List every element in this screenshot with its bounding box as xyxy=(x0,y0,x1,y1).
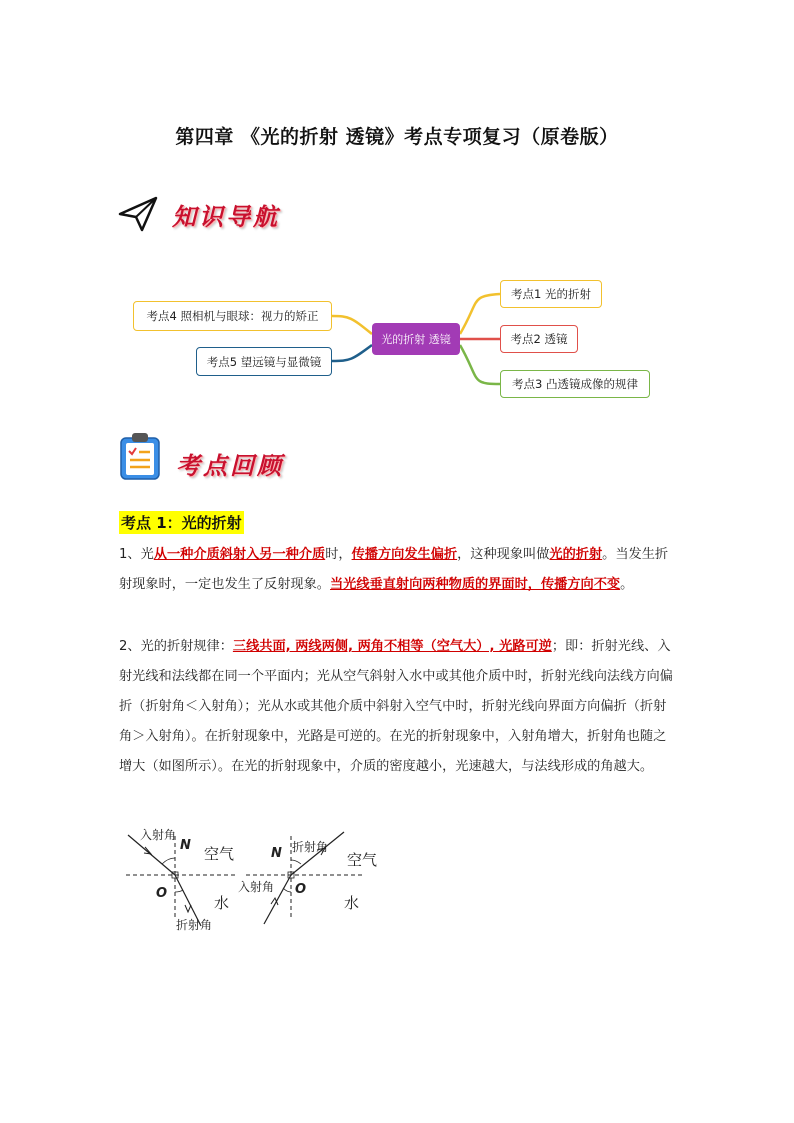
connector-5 xyxy=(332,345,372,361)
connector-4 xyxy=(332,316,372,334)
paragraph-1 xyxy=(119,540,679,600)
section-heading-review: 考点回顾 xyxy=(176,451,284,480)
paragraph-2 xyxy=(119,632,679,782)
kaodian-1-title: 考点 1：光的折射 xyxy=(119,511,244,534)
label-origin-right: O xyxy=(295,882,307,897)
mindmap-node-2: 考点2 透镜 xyxy=(500,325,578,353)
body-text: 1、光 xyxy=(119,547,154,562)
mindmap-node-1: 考点1 光的折射 xyxy=(500,280,602,308)
mindmap-center: 光的折射 透镜 xyxy=(372,323,460,355)
label-normal-left: N xyxy=(180,838,191,853)
mindmap-node-3: 考点3 凸透镜成像的规律 xyxy=(500,370,650,398)
body-text: 时， xyxy=(325,547,352,562)
body-text: ；即：折射光线、入射光线和法线都在同一个平面内；光从空气斜射入水中或其他介质中时，折射光线向法线方向偏折（折射角＜入射角）；光从水或其他介质中斜射入空气中时，折射光线向界面方向偏折（折射角＞入射角）。在折射现象中，光路是可逆的。在光的折射现象中，入射角增大，折射角也随之增大（如图所示）。在光的折射现象中，介质的密度越小，光速越大，与法线形成的角越大。 xyxy=(119,639,673,774)
connector-3 xyxy=(460,345,500,384)
label-water-left: 水 xyxy=(214,894,230,912)
arrow-left-in xyxy=(144,847,151,854)
section-heading-navigation: 知识导航 xyxy=(172,202,280,231)
arrow-left-out xyxy=(185,905,191,912)
body-text: 。 xyxy=(620,577,634,592)
label-incident-left: 入射角 xyxy=(140,828,177,842)
mindmap-node-4: 考点4 照相机与眼球：视力的矫正 xyxy=(133,301,332,331)
highlight-text: 从一种介质斜射入另一种介质 xyxy=(153,547,326,562)
label-incident-right: 入射角 xyxy=(238,880,275,894)
highlight-text: 传播方向发生偏折 xyxy=(351,547,458,562)
label-water-right: 水 xyxy=(344,894,360,912)
label-refracted-left: 折射角 xyxy=(176,918,213,932)
label-refracted-right: 折射角 xyxy=(292,840,329,854)
highlight-text: 光的折射 xyxy=(549,547,603,562)
highlight-text: 三线共面, 两线两侧, 两角不相等（空气大）, 光路可逆 xyxy=(232,639,552,654)
body-text: 2、光的折射规律： xyxy=(119,639,233,654)
connector-1 xyxy=(460,294,500,334)
clipboard-icon xyxy=(118,431,162,481)
label-air-left: 空气 xyxy=(204,845,235,863)
body-text: ，这种现象叫做 xyxy=(457,547,550,562)
mindmap-node-5: 考点5 望远镜与显微镜 xyxy=(196,347,332,376)
page-title: 第四章 《光的折射 透镜》考点专项复习（原卷版） xyxy=(175,126,619,148)
highlight-text: 当光线垂直射向两种物质的界面时，传播方向不变 xyxy=(330,577,621,592)
label-air-right: 空气 xyxy=(347,851,378,869)
mindmap-connectors xyxy=(0,0,794,420)
label-origin-left: O xyxy=(156,886,168,901)
body-text: 。当发生折射现象时，一定也发生了反射现象。 xyxy=(119,547,669,592)
label-normal-right: N xyxy=(271,846,282,861)
